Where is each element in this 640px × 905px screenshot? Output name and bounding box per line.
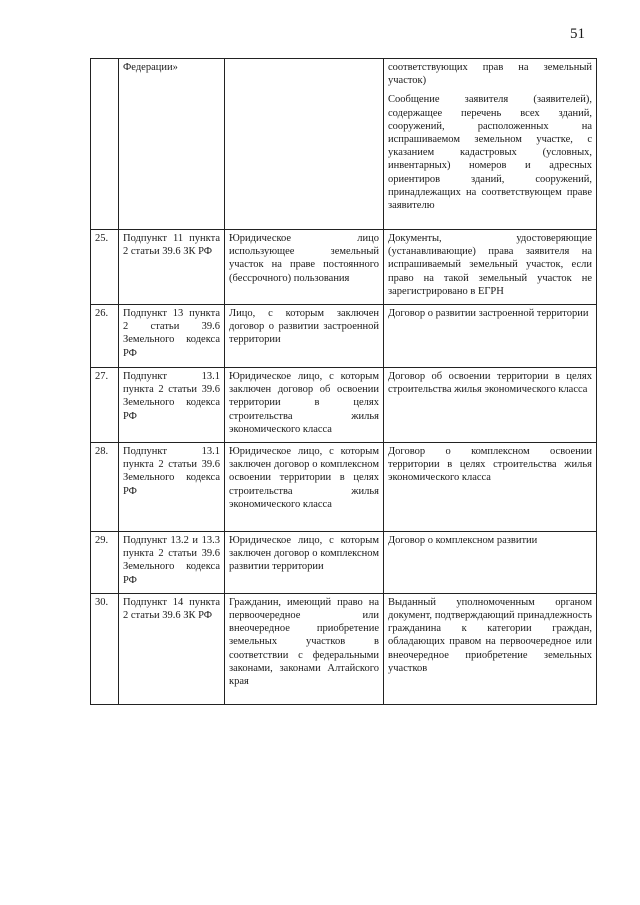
legal-basis: Подпункт 13.1 пункта 2 статьи 39.6 Земельного кодекса РФ	[119, 368, 225, 443]
applicant-description: Лицо, с которым заключен договор о развитии застроенной территории	[225, 305, 384, 368]
legal-basis: Подпункт 14 пункта 2 статьи 39.6 ЗК РФ	[119, 593, 225, 704]
legal-basis: Подпункт 13.1 пункта 2 статьи 39.6 Земельного кодекса РФ	[119, 443, 225, 532]
legal-basis: Федерации»	[119, 59, 225, 230]
applicant-description	[225, 59, 384, 230]
document-item: Договор о комплексном освоении территории в целях строительства жилья экономического класса	[388, 446, 592, 484]
document-item: соответствующих прав на земельный участок)	[388, 62, 592, 87]
required-documents	[384, 59, 597, 230]
table-row	[91, 59, 597, 230]
required-documents	[384, 593, 597, 704]
page-number: 51	[570, 26, 585, 42]
legal-basis: Подпункт 13 пункта 2 статьи 39.6 Земельного кодекса РФ	[119, 305, 225, 368]
document-item: Сообщение заявителя (заявителей), содержащее перечень всех зданий, сооружений, расположенных на испрашиваемом земельном участке, с указанием кадастровых (условных, инвентарных) номеров и адресных ориентиров зданий, сооружений, принадлежащих на соответствующем праве заявителю	[388, 94, 592, 212]
document-item: Выданный уполномоченным органом документ, подтверждающий принадлежность гражданина к категории граждан, обладающих правом на первоочередное или внеочередное приобретение земельных участков	[388, 596, 592, 674]
table-row	[91, 368, 597, 443]
legal-basis: Подпункт 11 пункта 2 статьи 39.6 ЗК РФ	[119, 230, 225, 305]
required-documents	[384, 443, 597, 532]
row-number	[91, 59, 119, 230]
row-number: 29.	[91, 532, 119, 594]
required-documents	[384, 230, 597, 305]
required-documents	[384, 368, 597, 443]
document-item: Договор о развитии застроенной территории	[388, 308, 589, 320]
applicant-description: Юридическое лицо, с которым заключен договор о комплексном развитии территории	[225, 532, 384, 594]
legal-basis: Подпункт 13.2 и 13.3 пункта 2 статьи 39.6 Земельного кодекса РФ	[119, 532, 225, 594]
table-row	[91, 230, 597, 305]
table-row	[91, 532, 597, 594]
document-item: Договор об освоении территории в целях строительства жилья экономического класса	[388, 371, 592, 396]
document-item: Документы, удостоверяющие (устанавливающие) права заявителя на испрашиваемый земельный участок, если право на такой земельный участок не зарегистрировано в ЕГРН	[388, 233, 592, 297]
row-number: 26.	[91, 305, 119, 368]
table-row	[91, 443, 597, 532]
applicant-description: Юридическое лицо, с которым заключен договор о комплексном освоении территории в целях строительства жилья экономического класса	[225, 443, 384, 532]
applicant-description: Юридическое лицо использующее земельный участок на праве постоянного (бессрочного) пользования	[225, 230, 384, 305]
row-number: 28.	[91, 443, 119, 532]
applicant-description: Юридическое лицо, с которым заключен договор об освоении территории в целях строительства жилья экономического класса	[225, 368, 384, 443]
table-row	[91, 593, 597, 704]
document-table	[90, 58, 597, 705]
row-number: 25.	[91, 230, 119, 305]
row-number: 30.	[91, 593, 119, 704]
row-number: 27.	[91, 368, 119, 443]
document-item: Договор о комплексном развитии	[388, 535, 538, 547]
required-documents	[384, 532, 597, 594]
table-row	[91, 305, 597, 368]
applicant-description: Гражданин, имеющий право на первоочередное или внеочередное приобретение земельных участков в соответствии с федеральными законами, законами Алтайского края	[225, 593, 384, 704]
required-documents	[384, 305, 597, 368]
